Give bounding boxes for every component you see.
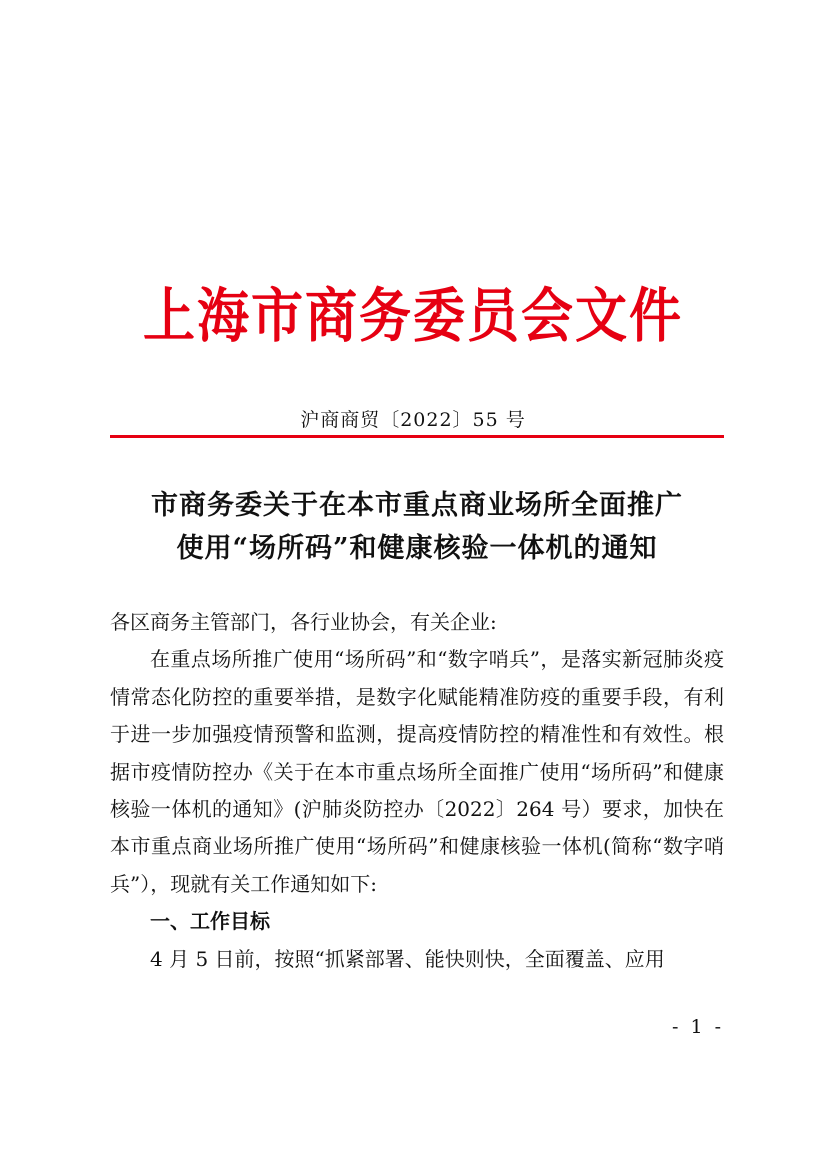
page-number: - 1 - <box>671 1016 724 1038</box>
document-title <box>110 484 724 570</box>
body-paragraph-1: 在重点场所推广使用“场所码”和“数字哨兵”，是落实新冠肺炎疫情常态化防控的重要举措，是数字化赋能精准防疫的重要手段，有利于进一步加强疫情预警和监测，提高疫情防控的精准性和有效性。根据市疫情防控办《关于在本市重点场所全面推广使用“场所码”和健康核验一体机的通知》(沪肺炎防控办〔2022〕264 号）要求，加快在本市重点商业场所推广使用“场所码”和健康核验一体机(简称“数字哨兵”），现就有关工作通知如下: <box>110 647 724 896</box>
body-paragraph-2: 4 月 5 日前，按照“抓紧部署、能快则快，全面覆盖、应用 <box>150 946 665 971</box>
title-line-2: 使用“场所码”和健康核验一体机的通知 <box>176 533 658 564</box>
red-divider-line <box>110 435 724 438</box>
addressee: 各区商务主管部门，各行业协会，有关企业: <box>110 610 497 634</box>
document-masthead: 上海市商务委员会文件 <box>142 282 683 351</box>
title-line-1: 市商务委关于在本市重点商业场所全面推广 <box>151 490 683 521</box>
document-body <box>110 604 724 978</box>
document-number: 沪商商贸〔2022〕55 号 <box>300 409 526 431</box>
section-heading-1: 一、工作目标 <box>150 909 270 934</box>
